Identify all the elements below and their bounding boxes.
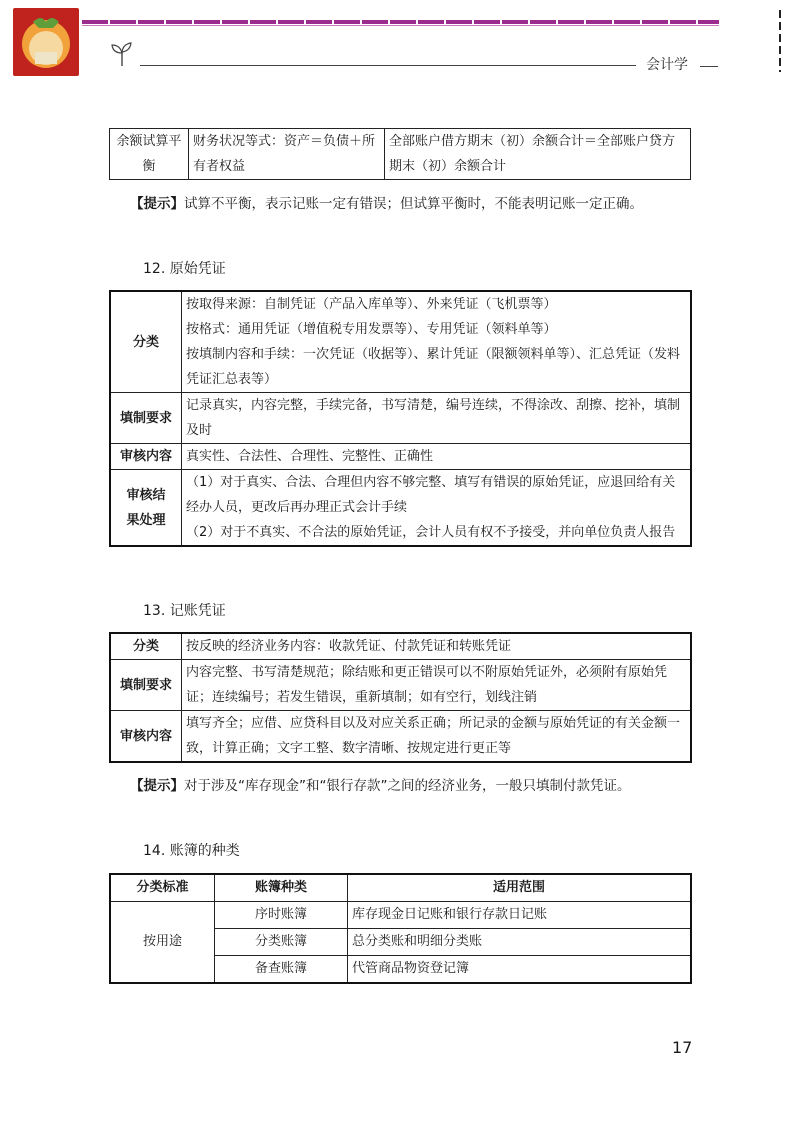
- cell-fill-requirements: 记录真实，内容完整，手续完备，书写清楚，编号连续，不得涂改、刮擦、挖补，填制及时: [182, 393, 692, 444]
- tip-paragraph: [110, 192, 692, 217]
- sprout-icon: [110, 40, 134, 70]
- col-header: 适用范围: [348, 874, 692, 902]
- header-rule: [82, 20, 719, 24]
- header-dash: [700, 66, 718, 67]
- kind-cell: 序时账簿: [215, 902, 348, 929]
- line: 按填制内容和手续：一次凭证（收据等）、累计凭证（限额领料单等）、汇总凭证（发料凭证汇总表等）: [186, 347, 681, 387]
- logo: [13, 8, 79, 76]
- line: 按取得来源：自制凭证（产品入库单等）、外来凭证（飞机票等）: [186, 297, 557, 312]
- tip-paragraph: [110, 774, 692, 799]
- row-rule: 全部账户借方期末（初）余额合计＝全部账户贷方期末（初）余额合计: [385, 129, 691, 180]
- original-voucher-table: [109, 290, 692, 547]
- cell-fill-requirements: 内容完整、书写清楚规范；除结账和更正错误可以不附原始凭证外，必须附有原始凭证；连续编号；若发生错误，重新填制；如有空行，划线注销: [182, 660, 692, 711]
- col-header: 分类标准: [110, 874, 215, 902]
- label-audit-content: 审核内容: [110, 711, 182, 763]
- row-label: 余额试算平衡: [110, 129, 189, 180]
- label-classification: 分类: [110, 291, 182, 393]
- header-rule-thin: [82, 25, 719, 26]
- kind-cell: 分类账簿: [215, 929, 348, 956]
- scope-cell: 代管商品物资登记簿: [348, 956, 692, 984]
- tip-text: 试算不平衡，表示记账一定有错误；但试算平衡时，不能表明记账一定正确。: [184, 196, 643, 212]
- label-classification: 分类: [110, 633, 182, 660]
- line: （2）对于不真实、不合法的原始凭证，会计人员有权不予接受，并向单位负责人报告: [186, 525, 676, 540]
- ledger-types-table: [109, 873, 692, 984]
- cell-audit-result: [182, 470, 692, 547]
- section-title: 14. 账簿的种类: [143, 843, 240, 859]
- label-audit-result: 审核结果处理: [110, 470, 182, 547]
- scope-cell: 总分类账和明细分类账: [348, 929, 692, 956]
- header-title: 会计学: [646, 57, 688, 73]
- line: 按格式：通用凭证（增值税专用发票等）、专用凭证（领料单等）: [186, 322, 557, 337]
- cell-classification: [182, 291, 692, 393]
- col-header: 账簿种类: [215, 874, 348, 902]
- label-fill-requirements: 填制要求: [110, 660, 182, 711]
- group-cell: 按用途: [110, 902, 215, 984]
- trial-balance-table: [109, 128, 691, 180]
- label-audit-content: 审核内容: [110, 444, 182, 470]
- cell-classification: 按反映的经济业务内容：收款凭证、付款凭证和转账凭证: [182, 633, 692, 660]
- accounting-voucher-table: [109, 632, 692, 763]
- scope-cell: 库存现金日记账和银行存款日记账: [348, 902, 692, 929]
- tip-prefix: 【提示】: [130, 196, 184, 212]
- section-title: 12. 原始凭证: [143, 261, 226, 277]
- tip-text: 对于涉及“库存现金”和“银行存款”之间的经济业务，一般只填制付款凭证。: [184, 778, 631, 794]
- kind-cell: 备查账簿: [215, 956, 348, 984]
- cell-audit-content: 真实性、合法性、合理性、完整性、正确性: [182, 444, 692, 470]
- line: （1）对于真实、合法、合理但内容不够完整、填写有错误的原始凭证，应退回给有关经办人员，更改后再办理正式会计手续: [186, 475, 676, 515]
- crop-marks: [774, 8, 786, 78]
- section-title: 13. 记账凭证: [143, 603, 226, 619]
- row-formula: 财务状况等式：资产＝负债＋所有者权益: [189, 129, 385, 180]
- cell-audit-content: 填写齐全；应借、应贷科目以及对应关系正确；所记录的金额与原始凭证的有关金额一致，计算正确；文字工整、数字清晰、按规定进行更正等: [182, 711, 692, 763]
- page-number: 17: [672, 1038, 693, 1057]
- tip-prefix: 【提示】: [130, 778, 184, 794]
- label-fill-requirements: 填制要求: [110, 393, 182, 444]
- header-line: [140, 65, 636, 66]
